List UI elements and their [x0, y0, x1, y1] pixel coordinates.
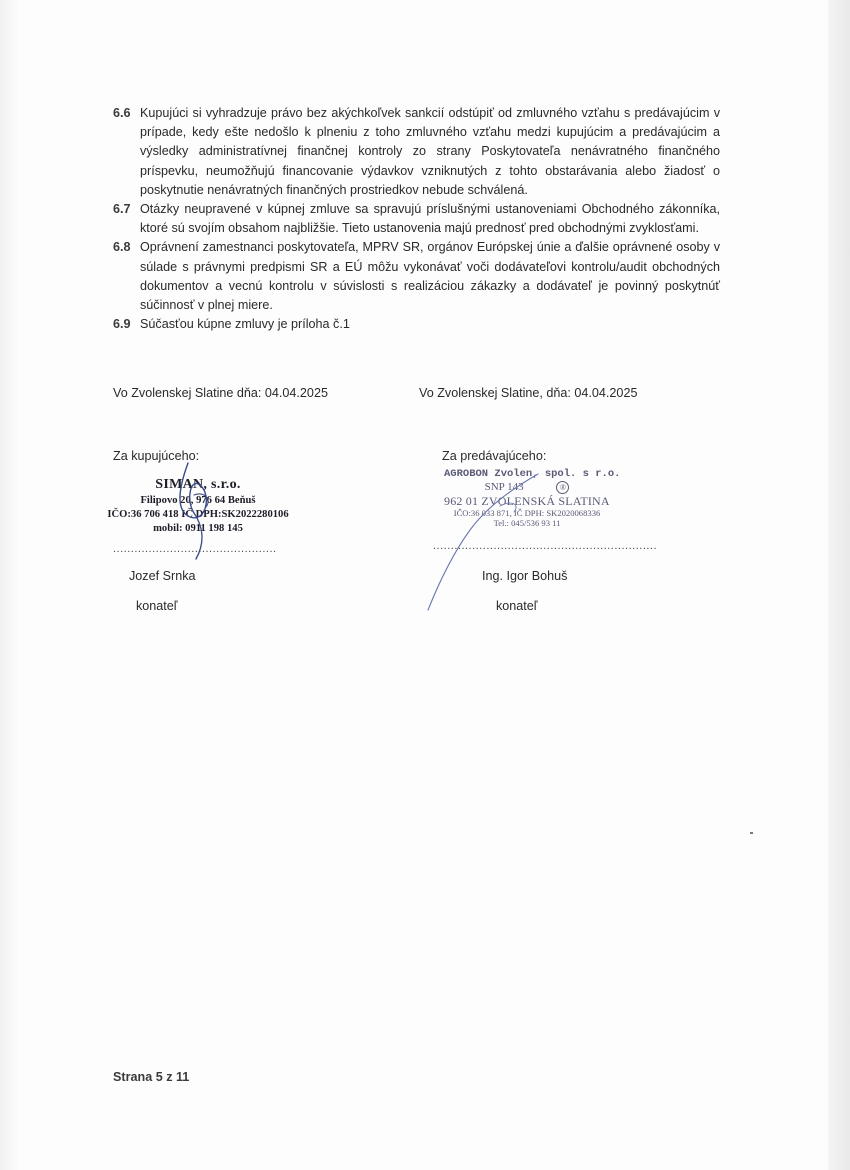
clause-text: Otázky neupravené v kúpnej zmluve sa spravujú príslušnými ustanoveniami Obchodného zákonníka, ktoré sú svojím obsahom najbližšie. Tieto ustanovenia majú prednosť pred obchodnými zvyklosťami. — [140, 202, 720, 236]
buyer-date-line: Vo Zvolenskej Slatine dňa: 04.04.2025 — [113, 386, 328, 400]
clause-text: Oprávnení zamestnanci poskytovateľa, MPRV SR, orgánov Európskej únie a ďalšie oprávnené osoby v súlade s právnymi predpismi SR a EÚ môžu vykonávať voči dodávateľovi kontrolu/audit obchodných dokumentov a vecnú kontrolu v súvislosti s realizáciou zákazky a dodávateľ je povinný poskytnúť súčinnosť v plnej miere. — [140, 240, 720, 313]
clause-number: 6.6 — [113, 106, 131, 120]
clause-6-8 — [113, 238, 720, 315]
buyer-signer-name: Jozef Srnka — [129, 569, 196, 583]
stamp-mobile: mobil: 0911 198 145 — [153, 523, 243, 534]
clause-6-6 — [113, 104, 720, 200]
scan-edge-right — [828, 0, 850, 1170]
contract-clauses — [113, 104, 720, 334]
clause-6-9 — [113, 315, 720, 334]
seller-date-line: Vo Zvolenskej Slatine, dňa: 04.04.2025 — [419, 386, 638, 400]
stamp-address: Filipovo 20, 976 64 Beňuš — [140, 495, 256, 506]
buyer-company-stamp — [98, 476, 298, 536]
stamp-city: 962 01 ZVOLENSKÁ SLATINA — [444, 494, 610, 508]
seller-signer-name: Ing. Igor Bohuš — [482, 569, 568, 583]
clause-text: Kupujúci si vyhradzuje právo bez akýchkoľvek sankcií odstúpiť od zmluvného vzťahu s predávajúcim v prípade, kedy ešte nedošlo k plneniu z toho zmluvného vzťahu medzi kupujúcim a predávajúcim a výsledky administratívnej finančnej kontroly zo strany Poskytovateľa nenávratného finančného príspevku, neumožňujú financovanie výdavkov vzniknutých z tohto obstarávania alebo žiadosť o poskytnutie nenávratných finančných prostriedkov nebude schválená. — [140, 106, 720, 197]
seller-company-stamp — [432, 467, 622, 528]
clause-text: Súčasťou kúpne zmluvy je príloha č.1 — [140, 317, 350, 332]
scan-edge-left — [0, 0, 18, 1170]
stamp-street-row — [432, 481, 622, 494]
scan-speck — [750, 832, 753, 834]
seller-signer-role: konateľ — [496, 599, 538, 613]
clause-number: 6.8 — [113, 240, 131, 255]
buyer-signature-line: .............................................. — [113, 543, 277, 555]
stamp-street: SNP 143 — [484, 481, 524, 493]
registered-mark-icon: ® — [556, 481, 569, 494]
clause-number: 6.7 — [113, 202, 131, 217]
clause-number: 6.9 — [113, 317, 131, 332]
stamp-ids: IČO:36 706 418 IČ DPH:SK2022280106 — [107, 509, 289, 520]
stamp-company-name: AGROBON Zvolen, spol. s r.o. — [444, 468, 621, 480]
buyer-signer-role: konateľ — [136, 599, 178, 613]
seller-signature-line: ............................................................... — [433, 540, 658, 552]
stamp-ids: IČO:36 033 871, IČ DPH: SK2020068336 — [453, 508, 601, 518]
stamp-tel: Tel.: 045/536 93 11 — [493, 518, 561, 528]
stamp-company-name: SIMAN, s.r.o. — [155, 477, 241, 492]
page-number: Strana 5 z 11 — [113, 1070, 190, 1084]
clause-6-7 — [113, 200, 720, 238]
seller-label: Za predávajúceho: — [442, 449, 547, 463]
buyer-label: Za kupujúceho: — [113, 449, 200, 463]
